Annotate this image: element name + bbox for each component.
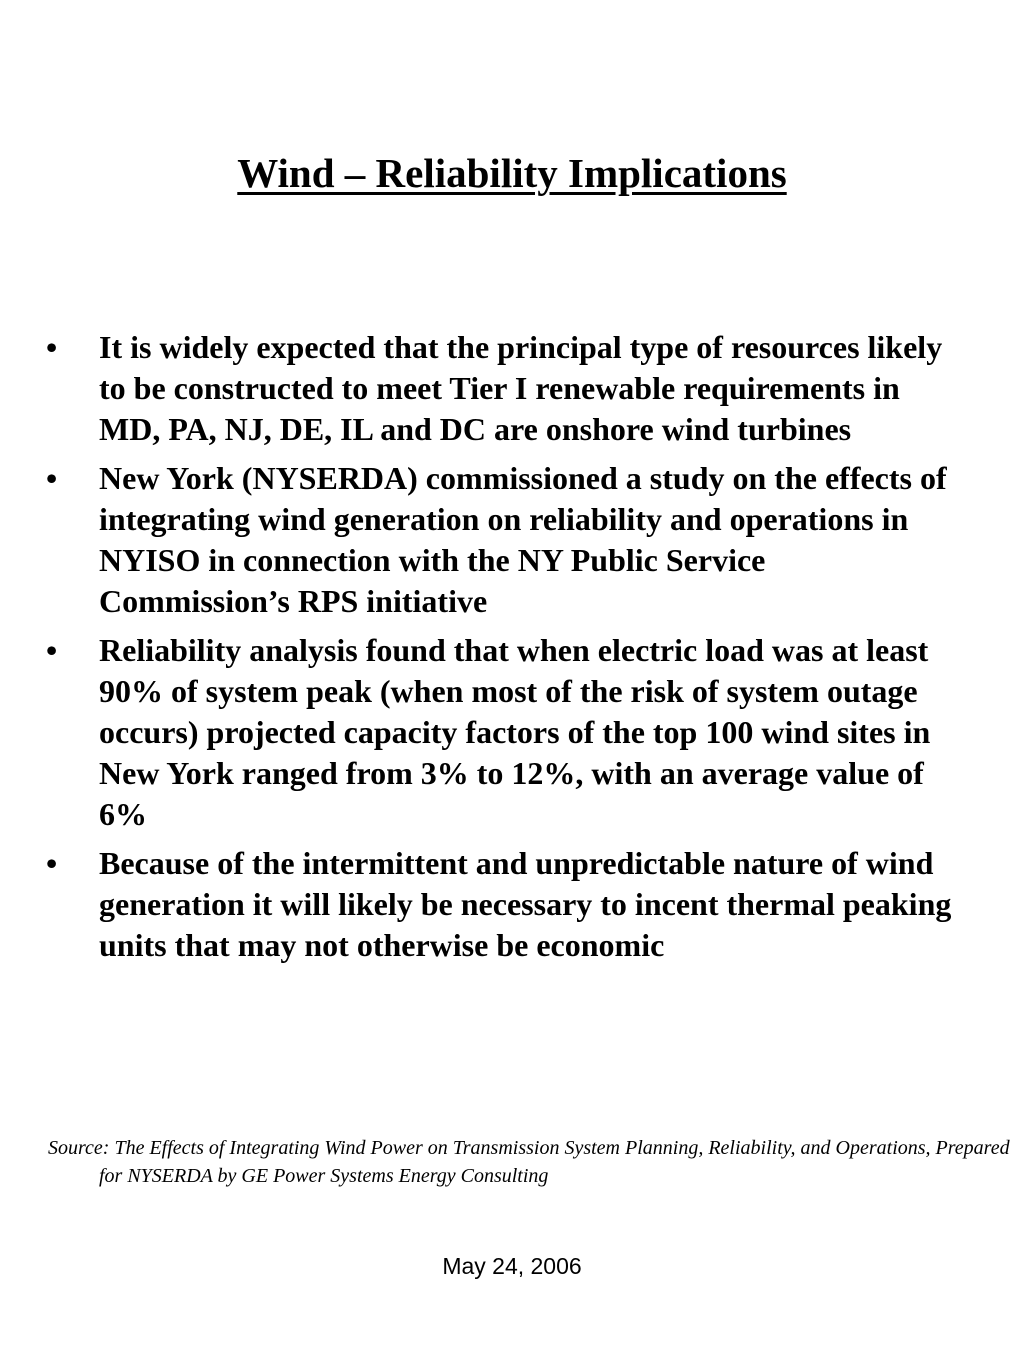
bullet-item (0, 458, 1024, 622)
slide-title (0, 147, 1024, 199)
slide-title-text: Wind – Reliability Implications (237, 150, 787, 196)
bullet-text: New York (NYSERDA) commissioned a study on the effects of integrating wind generation on reliability and operations in NYISO in connection with the NY Public Service Commission’s RPS initiative (99, 460, 947, 619)
bullet-marker: • (46, 329, 58, 365)
bullet-item (0, 630, 1024, 835)
bullet-marker: • (46, 845, 58, 881)
bullet-text: It is widely expected that the principal type of resources likely to be constructed to meet Tier I renewable requirements in MD, PA, NJ, DE, IL and DC are onshore wind turbines (99, 329, 943, 447)
source-citation: Source: The Effects of Integrating Wind Power on Transmission System Planning, Reliability, and Operations, Prepared for NYSERDA by GE Power Systems Energy Consulting (48, 1137, 1010, 1187)
bullet-marker: • (46, 460, 58, 496)
bullet-text: Because of the intermittent and unpredictable nature of wind generation it will likely be necessary to incent thermal peaking units that may not otherwise be economic (99, 845, 952, 963)
bullet-marker: • (46, 632, 58, 668)
footer-date: May 24, 2006 (442, 1253, 582, 1279)
bullet-list (0, 327, 1024, 974)
bullet-text: Reliability analysis found that when electric load was at least 90% of system peak (when most of the risk of system outage occurs) projected capacity factors of the top 100 wind sites in New York ranged from 3% to 12%, with an average value of 6% (99, 632, 931, 832)
bullet-item (0, 327, 1024, 450)
bullet-item (0, 843, 1024, 966)
